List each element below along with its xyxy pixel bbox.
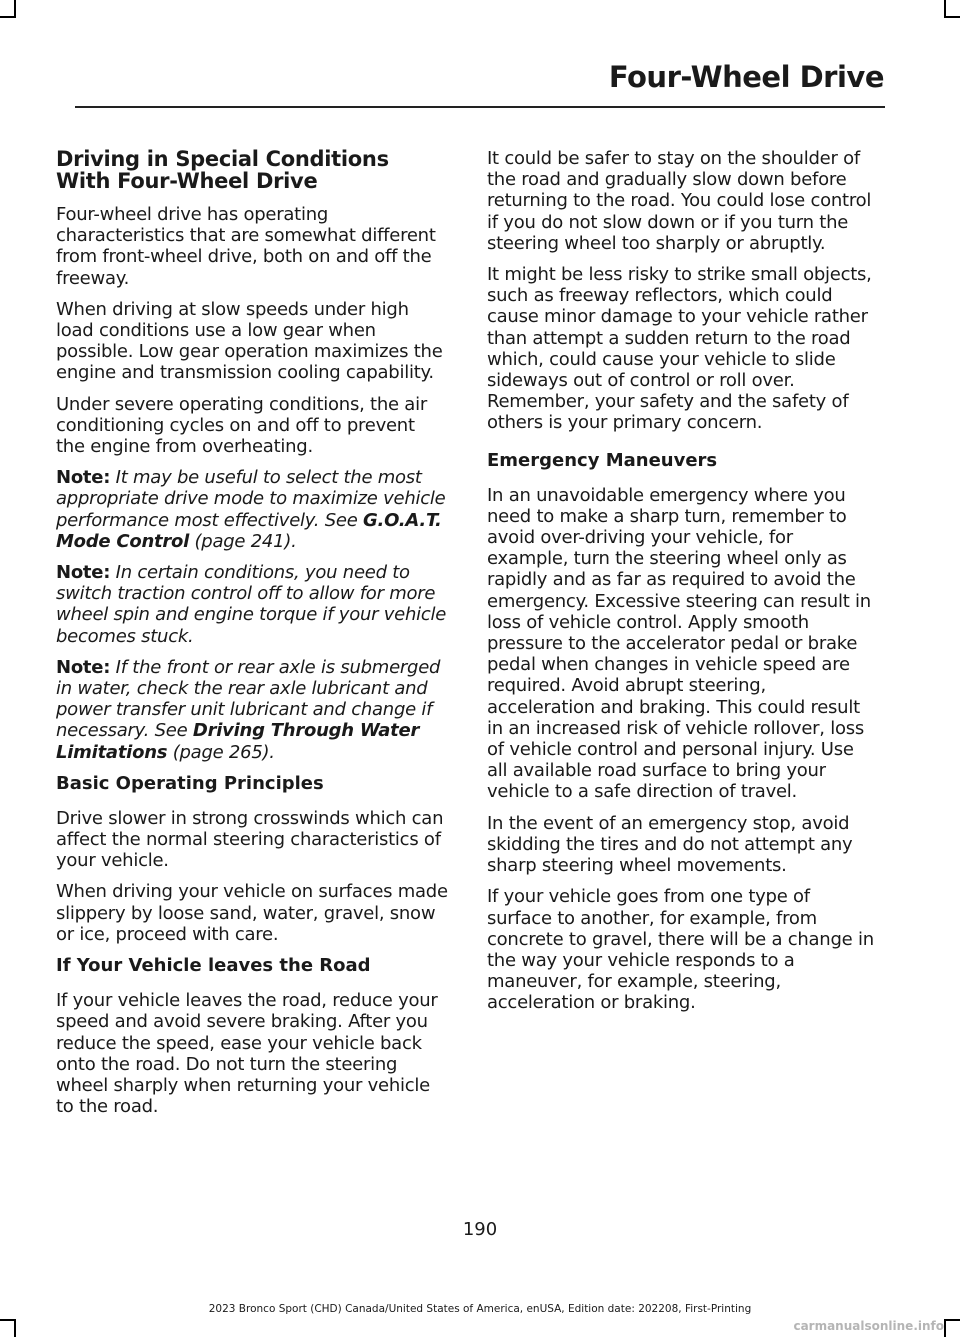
note-text: In certain conditions, you need to switch traction control off to allow for more wheel spin and engine torque if your vehicle becomes stuck. — [56, 562, 447, 647]
crop-mark — [14, 1319, 16, 1337]
page-reference: (page 265). — [167, 741, 275, 763]
crop-mark — [0, 16, 16, 18]
paragraph: In an unavoidable emergency where you need to make a sharp turn, remember to avoid over-driving your vehicle, for example, turn the steering wheel only as rapidly and as far as required to avoid the emergency. Excessive steering can result in loss of vehicle control. Apply smooth pressure to the accelerator pedal or brake pedal when changes in vehicle speed are required. Avoid abrupt steering, acceleration and braking. This could result in an increased risk of vehicle rollover, loss of vehicle control and personal injury. Use all available road surface to bring your vehicle to a safe direction of travel. — [487, 484, 871, 803]
note-text: It may be useful to select the most appropriate drive mode to maximize vehicle performance most effectively. See — [56, 467, 446, 531]
paragraph: Drive slower in strong crosswinds which can affect the normal steering characteristics of your vehicle. — [56, 807, 444, 872]
paragraph: It might be less risky to strike small objects, such as freeway reflectors, which could cause minor damage to your vehicle rather than attempt a sudden return to the road which, could cause your vehicle to slide sideways out of control or roll over. Remember, your safety and the safety of others is your primary concern. — [487, 264, 872, 434]
section-heading: Driving in Special Conditions With Four-Wheel Drive — [56, 147, 389, 193]
note — [56, 562, 448, 647]
subheading: Emergency Maneuvers — [487, 449, 718, 471]
crop-mark — [944, 16, 960, 18]
cross-reference-link[interactable]: G.O.A.T. Mode Control — [56, 509, 442, 552]
crop-mark — [944, 1319, 946, 1337]
crop-mark — [944, 1319, 960, 1321]
left-column — [56, 148, 448, 1127]
note — [56, 657, 448, 763]
subheading: If Your Vehicle leaves the Road — [56, 955, 371, 977]
note-label: Note: — [56, 656, 111, 678]
note-label: Note: — [56, 467, 111, 489]
paragraph: Under severe operating conditions, the air conditioning cycles on and off to prevent the engine from overheating. — [56, 393, 427, 458]
page-number: 190 — [462, 1219, 498, 1240]
watermark: carmanualsonline.info — [793, 1319, 944, 1333]
crop-mark — [0, 1319, 16, 1321]
page-reference: (page 241). — [189, 530, 297, 552]
cross-reference-link[interactable]: Driving Through Water Limitations — [56, 720, 420, 763]
edition-footer: 2023 Bronco Sport (CHD) Canada/United States of America, enUSA, Edition date: 202208, First-Printing — [208, 1303, 752, 1315]
note-label: Note: — [56, 562, 111, 584]
paragraph: When driving your vehicle on surfaces made slippery by loose sand, water, gravel, snow or ice, proceed with care. — [56, 881, 448, 945]
page-title: Four-Wheel Drive — [608, 60, 884, 94]
right-column — [487, 148, 879, 1024]
paragraph: When driving at slow speeds under high load conditions use a low gear when possible. Low gear operation maximizes the engine and transmission cooling capability. — [56, 298, 443, 384]
paragraph: In the event of an emergency stop, avoid skidding the tires and do not attempt any sharp steering wheel movements. — [487, 812, 853, 877]
paragraph: If your vehicle leaves the road, reduce your speed and avoid severe braking. After you reduce the speed, ease your vehicle back onto the road. Do not turn the steering wheel sharply when returning your vehicle to the road. — [56, 990, 438, 1118]
note — [56, 467, 448, 552]
note-text: If the front or rear axle is submerged in water, check the rear axle lubricant and power transfer unit lubricant and change if necessary. See — [56, 656, 441, 742]
paragraph: Four-wheel drive has operating characteristics that are somewhat different from front-wheel drive, both on and off the freeway. — [56, 204, 436, 289]
subheading: Basic Operating Principles — [56, 772, 324, 794]
header-divider — [75, 106, 885, 108]
paragraph: It could be safer to stay on the shoulder of the road and gradually slow down before returning to the road. You could lose control if you do not slow down or if you turn the steering wheel too sharply or abruptly. — [487, 148, 872, 254]
paragraph: If your vehicle goes from one type of surface to another, for example, from concrete to gravel, there will be a change in the way your vehicle responds to a maneuver, for example, steering, acceleration or braking. — [487, 886, 874, 1014]
